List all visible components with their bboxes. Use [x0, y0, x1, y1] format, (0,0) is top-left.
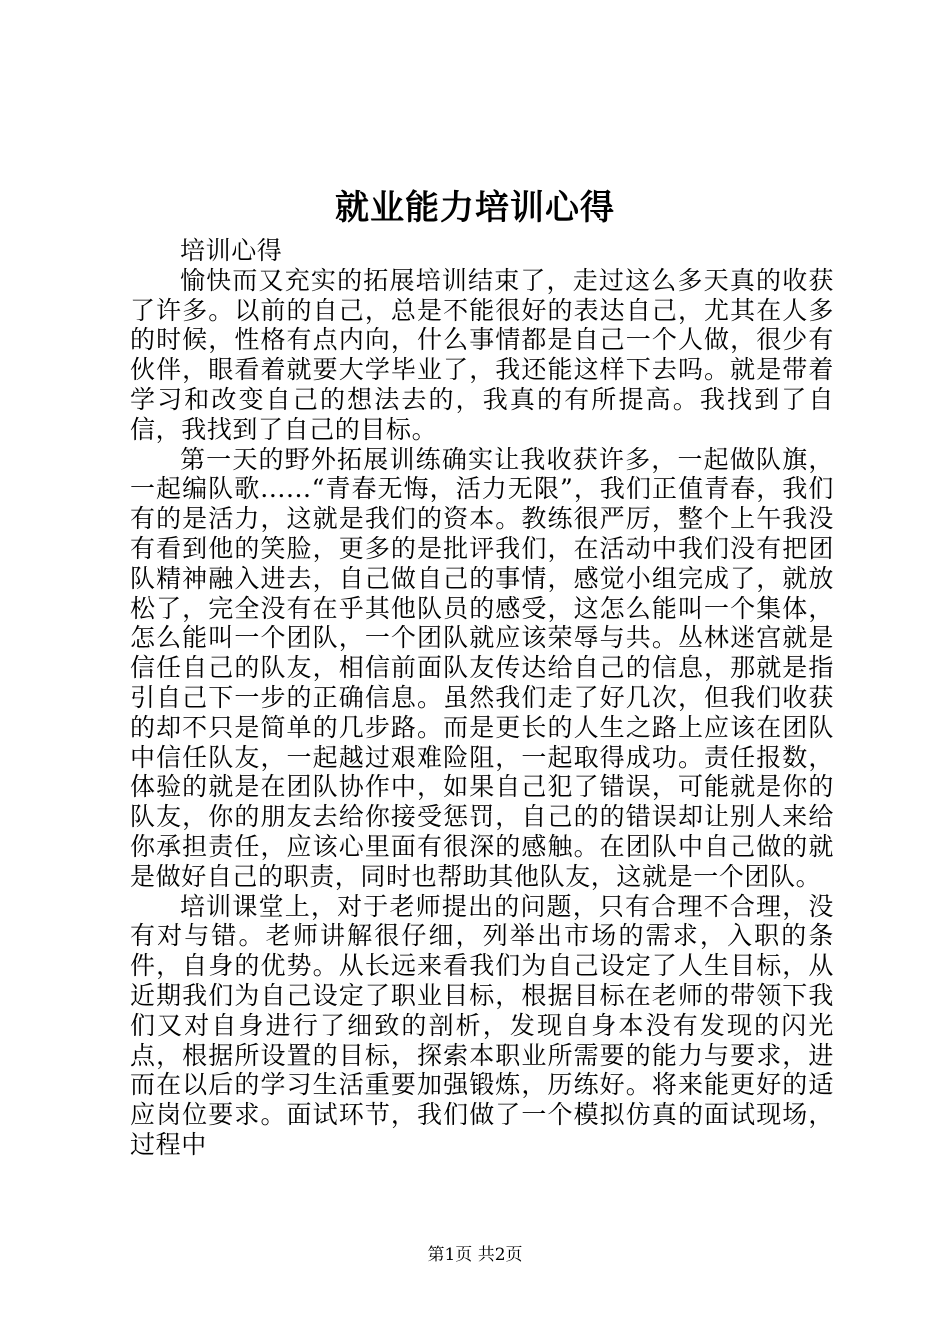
- paragraph-1: 愉快而又充实的拓展培训结束了，走过这么多天真的收获了许多。以前的自己，总是不能很好的表达自己，尤其在人多的时候，性格有点内向，什么事情都是自己一个人做，很少有伙伴，眼看着就要大学毕业了，我还能这样下去吗。就是带着学习和改变自己的想法去的，我真的有所提高。我找到了自信，我找到了自己的目标。: [130, 265, 834, 444]
- document-body: [130, 236, 834, 1160]
- paragraph-2: 第一天的野外拓展训练确实让我收获许多，一起做队旗，一起编队歌......“青春无悔，活力无限”，我们正值青春，我们有的是活力，这就是我们的资本。教练很严厉，整个上午我没有看到他的笑脸，更多的是批评我们，在活动中我们没有把团队精神融入进去，自己做自己的事情，感觉小组完成了，就放松了，完全没有在乎其他队员的感受，这怎么能叫一个集体，怎么能叫一个团队，一个团队就应该荣辱与共。丛林迷宫就是信任自己的队友，相信前面队友传达给自己的信息，那就是指引自己下一步的正确信息。虽然我们走了好几次，但我们收获的却不只是简单的几步路。而是更长的人生之路上应该在团队中信任队友，一起越过艰难险阻，一起取得成功。责任报数，体验的就是在团队协作中，如果自己犯了错误，可能就是你的队友，你的朋友去给你接受惩罚，自己的的错误却让别人来给你承担责任，应该心里面有很深的感触。在团队中自己做的就是做好自己的职责，同时也帮助其他队友，这就是一个团队。: [130, 444, 834, 891]
- page-footer: 第1页 共2页: [427, 1245, 523, 1265]
- paragraph-3: 培训课堂上，对于老师提出的问题，只有合理不合理，没有对与错。老师讲解很仔细，列举出市场的需求，入职的条件，自身的优势。从长远来看我们为自己设定了人生目标，从近期我们为自己设定了职业目标，根据目标在老师的带领下我们又对自身进行了细致的剖析，发现自身本没有发现的闪光点，根据所设置的目标，探索本职业所需要的能力与要求，进而在以后的学习生活重要加强锻炼，历练好。将来能更好的适应岗位要求。面试环节，我们做了一个模拟仿真的面试现场，过程中: [130, 891, 834, 1159]
- document-title: 就业能力培训心得: [335, 188, 615, 228]
- paragraph-heading: 培训心得: [180, 236, 283, 265]
